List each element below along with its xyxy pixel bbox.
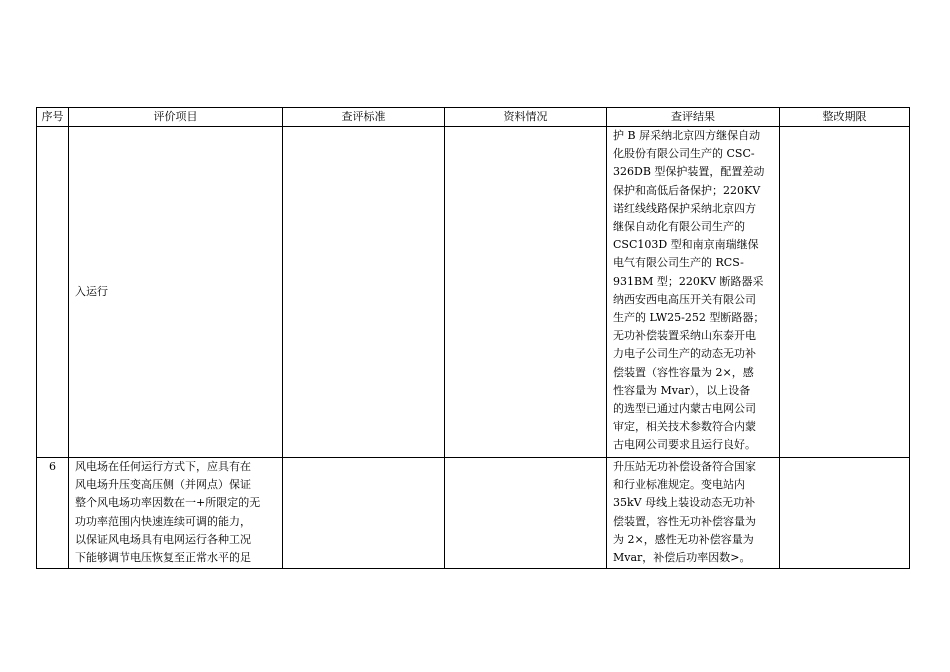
- result-line: 性容量为 Mvar），以上设备: [613, 383, 751, 397]
- header-deadline: 整改期限: [780, 108, 910, 127]
- table-row: [37, 458, 910, 569]
- result-line: 电气有限公司生产的 RCS-: [613, 256, 744, 270]
- header-standard: 查评标准: [283, 108, 445, 127]
- deadline-cell: [780, 458, 910, 569]
- result-line: 诺红线线路保护采纳北京四方: [613, 201, 756, 215]
- item-line: 风电场在任何运行方式下，应具有在: [75, 460, 251, 473]
- result-cell: [607, 127, 780, 458]
- materials-cell: [445, 127, 607, 458]
- result-line: 继保自动化有限公司生产的: [613, 220, 745, 234]
- result-line: 偿装置，容性无功补偿容量为: [613, 514, 756, 528]
- result-line: 生产的 LW25-252 型断路器；: [613, 311, 765, 325]
- item-cell: 入运行: [69, 127, 283, 458]
- evaluation-table: [36, 107, 910, 569]
- result-line: 保护和高低后备保护；220KV: [613, 183, 761, 197]
- deadline-cell: [780, 127, 910, 458]
- item-cell: [69, 458, 283, 569]
- header-item: 评价项目: [69, 108, 283, 127]
- seq-cell: [37, 127, 69, 458]
- result-cell: [607, 458, 780, 569]
- result-line: 偿装置（容性容量为 2×，感: [613, 365, 754, 379]
- item-line: 风电场升压变高压侧（并网点）保证: [75, 478, 251, 492]
- materials-cell: [445, 458, 607, 569]
- seq-cell: 6: [37, 458, 69, 569]
- result-line: 326DB 型保护装置，配置差动: [613, 165, 765, 179]
- header-materials: 资料情况: [445, 108, 607, 127]
- result-line: 升压站无功补偿设备符合国家: [613, 460, 756, 473]
- result-line: 和行业标准规定。变电站内: [613, 478, 745, 492]
- result-line: 审定，相关技术参数符合内蒙: [613, 420, 756, 434]
- item-line: 下能够调节电压恢复至正常水平的足: [75, 551, 251, 565]
- result-line: 931BM 型；220KV 断路器采: [613, 274, 764, 288]
- table-row: [37, 127, 910, 458]
- result-line: 力电子公司生产的动态无功补: [613, 347, 756, 361]
- result-line: 纳西安西电高压开关有限公司: [613, 292, 756, 306]
- header-row: [37, 108, 910, 127]
- item-line: 以保证风电场具有电网运行各种工况: [75, 532, 251, 546]
- header-seq: 序号: [37, 108, 69, 127]
- result-line: 为 2×，感性无功补偿容量为: [613, 532, 754, 546]
- result-line: 无功补偿装置采纳山东泰开电: [613, 329, 756, 343]
- result-line: 35kV 母线上装设动态无功补: [613, 496, 756, 510]
- result-line: 护 B 屏采纳北京四方继保自动: [613, 129, 761, 142]
- item-line: 整个风电场功率因数在一+所限定的无: [75, 496, 261, 510]
- standard-cell: [283, 127, 445, 458]
- result-line: Mvar，补偿后功率因数>。: [613, 551, 751, 565]
- item-line: 功功率范围内快速连续可调的能力，: [75, 514, 251, 528]
- result-line: CSC103D 型和南京南瑞继保: [613, 238, 759, 252]
- header-result: 查评结果: [607, 108, 780, 127]
- standard-cell: [283, 458, 445, 569]
- result-line: 的选型已通过内蒙古电网公司: [613, 402, 756, 416]
- result-line: 化股份有限公司生产的 CSC-: [613, 147, 755, 161]
- result-line: 古电网公司要求且运行良好。: [613, 438, 756, 452]
